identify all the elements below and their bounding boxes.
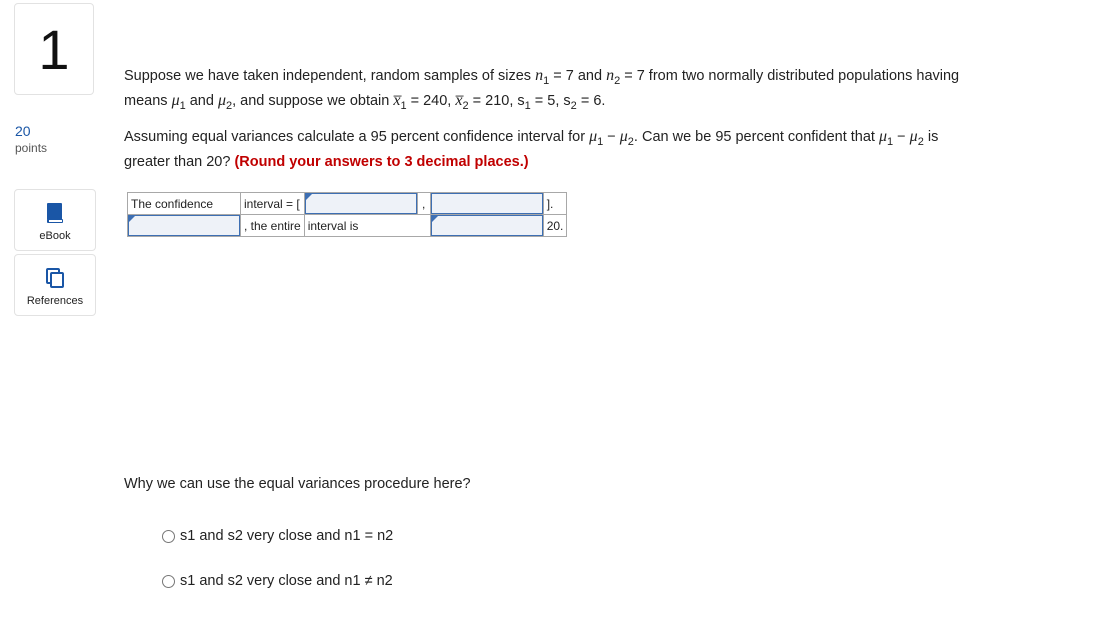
radio-equal-n[interactable] (162, 530, 175, 543)
upper-bound-cell (430, 193, 543, 215)
option-equal-n[interactable] (162, 528, 393, 544)
radio-unequal-n[interactable] (162, 575, 175, 588)
problem-statement: Suppose we have taken independent, random samples of sizes $n_1 = 7$ and $n_2 = 7$ from two normally distributed populations having means $\mu_1$ and $\mu_2$, and suppose we obtain $x̅_1 = 240$, $x̅_2 = 210$, $s_1 = 5$, $s_2 = 6$. (124, 67, 960, 112)
answer-table (127, 192, 567, 237)
dropdown-marker-icon (306, 194, 312, 200)
option-unequal-n[interactable] (162, 573, 393, 589)
cell-confidence: The confidence (128, 193, 241, 215)
comparison-cell (430, 215, 543, 237)
yes-no-select[interactable] (128, 215, 240, 236)
yes-no-cell (128, 215, 241, 237)
cell-interval-is: interval is (304, 215, 430, 237)
rounding-note: (Round your answers to 3 decimal places.) (234, 153, 529, 170)
references-icon (45, 267, 65, 289)
dropdown-marker-icon (432, 216, 438, 222)
points-label: points (15, 141, 48, 155)
cell-interval: interval = [ (241, 193, 305, 215)
cell-close: ]. (543, 193, 567, 215)
upper-bound-input[interactable] (431, 193, 543, 214)
option-label: s1 and s2 very close and n1 = n2 (180, 528, 394, 544)
cell-entire: , the entire (241, 215, 305, 237)
dropdown-marker-icon (129, 216, 135, 222)
cell-comma: , (417, 193, 430, 215)
question-number: 1 (14, 3, 94, 95)
comparison-select[interactable] (431, 215, 543, 236)
cell-20: 20. (543, 215, 567, 237)
ebook-button[interactable] (14, 189, 96, 251)
option-label: s1 and s2 very close and n1 ≠ n2 (180, 573, 393, 589)
problem-instructions: Assuming equal variances calculate a 95 percent confidence interval for $\mu_1 - \mu_2$. Can we be 95 percent confident that $\mu_1 - \mu_2$ is greater than 20? (Round your answers to 3 decimal places.) (124, 128, 939, 170)
lower-bound-cell (304, 193, 417, 215)
points-value: 20 (15, 123, 31, 139)
book-icon (45, 202, 65, 224)
lower-bound-input[interactable] (305, 193, 417, 214)
references-button[interactable] (14, 254, 96, 316)
question2-prompt: Why we can use the equal variances procedure here? (124, 476, 471, 492)
references-label: References (26, 295, 84, 307)
ebook-label: eBook (39, 230, 71, 242)
